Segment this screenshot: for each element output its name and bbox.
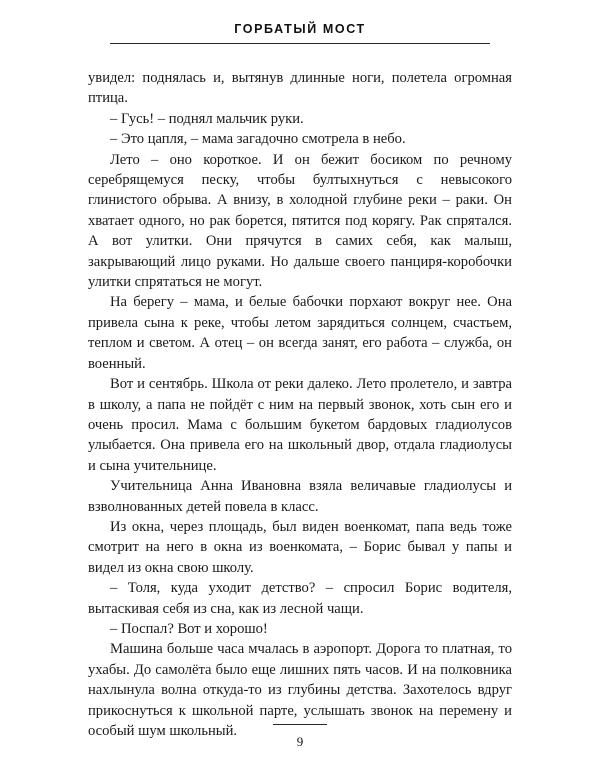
page-footer — [0, 724, 600, 750]
paragraph: – Толя, куда уходит детство? – спросил Борис водителя, вытаскивая себя из сна, как из лесной чащи. — [88, 580, 512, 617]
footer-divider — [273, 724, 327, 725]
paragraph: Из окна, через площадь, был виден военкомат, папа ведь тоже смотрит на него в окна из военкомата, – Борис бывал у папы и видел из окна свою школу. — [88, 518, 512, 576]
paragraph: Машина больше часа мчалась в аэропорт. Дорога то платная, то ухабы. До самолёта было еще лишних пять часов. И на полковника нахлынула волна откуда-то из глубины детства. Захотелось вдруг прикоснуться к школьной парте, услышать звонок на перемену и особый шум школьный. — [88, 641, 512, 739]
book-page — [0, 22, 600, 772]
running-head: ГОРБАТЫЙ МОСТ — [234, 22, 366, 36]
body-text — [88, 68, 512, 741]
paragraph: Учительница Анна Ивановна взяла величавые гладиолусы и взволнованных детей повела в класс. — [88, 478, 512, 515]
paragraph: – Поспал? Вот и хорошо! — [110, 620, 268, 637]
paragraph: увидел: поднялась и, вытянув длинные ноги, полетела огромная птица. — [88, 70, 512, 107]
header-divider — [110, 43, 490, 44]
page-number: 9 — [296, 734, 304, 749]
paragraph: На берегу – мама, и белые бабочки порхают вокруг нее. Она привела сына к реке, чтобы летом зарядиться солнцем, счастьем, теплом и светом. А отец – он всегда занят, его работа – служба, он военный. — [88, 294, 512, 372]
paragraph: Вот и сентябрь. Школа от реки далеко. Лето пролетело, и завтра в школу, а папа не пойдёт с ним на первый звонок, хоть сын его и очень просил. Мама с большим букетом бардовых гладиолусов улыбается. Она привела его на школьный двор, отдала гладиолусы и сына учительнице. — [88, 376, 512, 474]
paragraph: – Гусь! – поднял мальчик руки. — [110, 110, 304, 127]
paragraph: – Это цапля, – мама загадочно смотрела в небо. — [110, 131, 406, 148]
paragraph: Лето – оно короткое. И он бежит босиком по речному серебрящемуся песку, чтобы бултыхнуться с невысокого глинистого обрыва. А внизу, в холодной глубине реки – раки. Он хватает одного, но рак борется, пятится под корягу. Рак спрятался. А вот улитки. Они прячутся в самих себя, как малыш, закрывающий лицо руками. Но дальше своего панциря-коробочки улитки спрятаться не могут. — [88, 151, 512, 291]
